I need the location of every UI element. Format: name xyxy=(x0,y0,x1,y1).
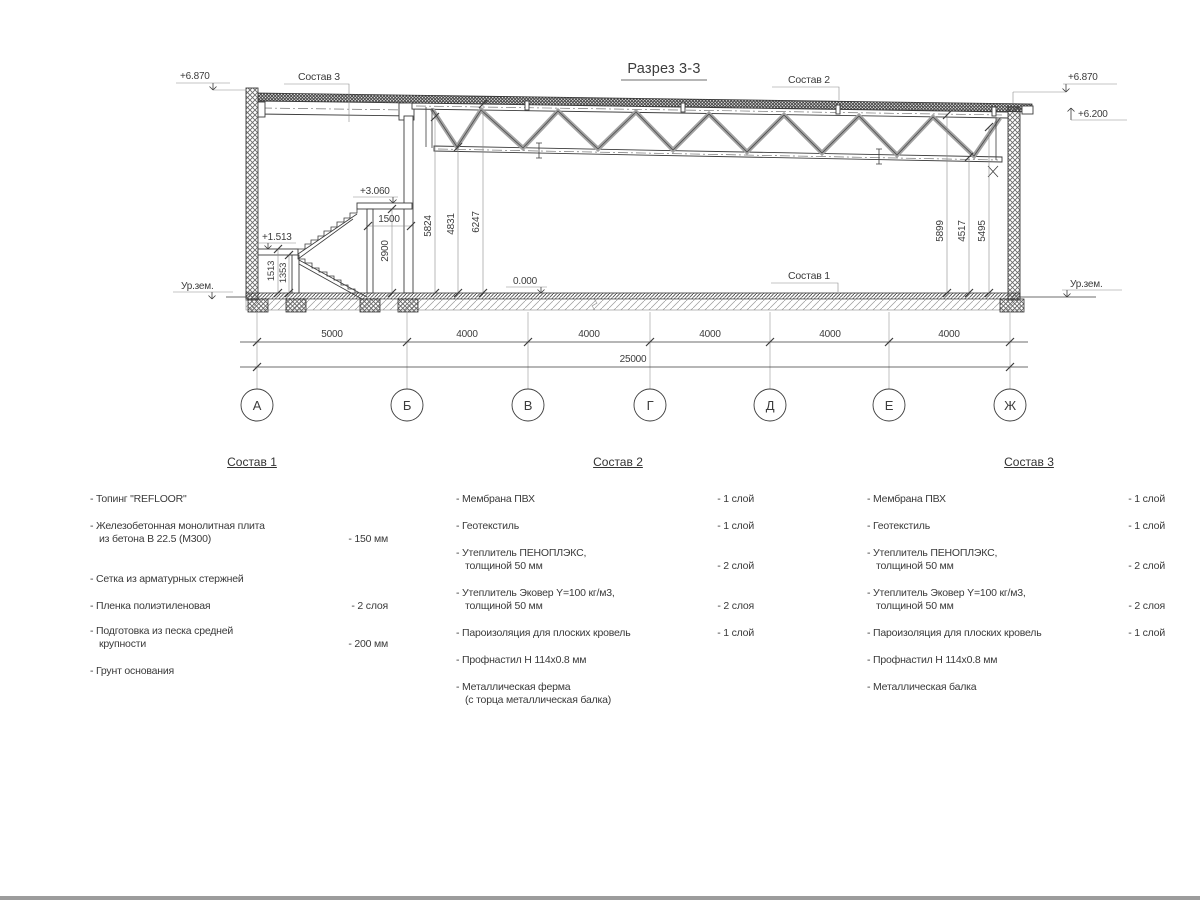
composition-item-value: - 1 слой xyxy=(1128,493,1165,505)
elevation-label: 0.000 xyxy=(513,276,538,287)
composition-item-value: - 1 слой xyxy=(717,493,754,505)
composition-item-text: - Геотекстиль xyxy=(867,520,931,532)
foundation-block xyxy=(398,299,418,312)
composition-item xyxy=(456,627,754,640)
dim-label: 5824 xyxy=(423,215,434,237)
composition-item-value: - 2 слой xyxy=(1128,560,1165,572)
composition-item xyxy=(90,665,388,678)
composition-item-text: - Утеплитель ПЕНОПЛЭКС, толщиной 50 мм xyxy=(456,547,587,572)
dim-label: 2900 xyxy=(380,240,391,262)
dim-label: 4517 xyxy=(957,220,968,242)
dim-label: 5899 xyxy=(935,220,946,242)
composition-item xyxy=(867,681,1165,694)
span-dim: 4000 xyxy=(456,329,478,340)
axis-label: Г xyxy=(646,398,654,413)
drawing-title xyxy=(621,61,707,80)
foundation-block xyxy=(1000,299,1024,312)
composition-item-value: - 2 слоя xyxy=(351,600,388,612)
axis-label: Б xyxy=(402,398,412,413)
composition-item-text: - Железобетонная монолитная плита из бетона В 22.5 (М300) xyxy=(90,520,265,545)
span-dim: 4000 xyxy=(699,329,721,340)
composition-item xyxy=(867,547,1165,573)
building-structure xyxy=(226,88,1096,312)
composition-item xyxy=(867,627,1165,640)
dim-label: 4831 xyxy=(446,213,457,235)
truss-bottom-chord xyxy=(434,146,1002,162)
purlin xyxy=(681,103,685,112)
composition-item-text: - Металлическая ферма (с торца металлическая балка) xyxy=(456,681,612,706)
composition-item xyxy=(456,547,754,573)
axis-grid xyxy=(240,312,1028,421)
elevation-label: +6.200 xyxy=(1078,109,1108,120)
composition-title: Состав 3 xyxy=(1004,455,1054,469)
composition-item-value: - 200 мм xyxy=(348,638,388,650)
landing-support-wall xyxy=(367,209,373,293)
composition-item-value: - 1 слой xyxy=(717,627,754,639)
foundation-block xyxy=(360,299,380,312)
dim-label: 1513 xyxy=(266,260,277,282)
composition-items xyxy=(456,493,754,707)
composition-item-value: - 2 слой xyxy=(717,560,754,572)
composition-item-text: - Пароизоляция для плоских кровель xyxy=(867,627,1042,639)
composition-item-text: - Мембрана ПВХ xyxy=(456,493,535,505)
composition-title: Состав 1 xyxy=(227,455,277,469)
composition-item-text: - Топинг "REFLOOR" xyxy=(90,493,187,505)
composition-item-value: - 1 слой xyxy=(1128,627,1165,639)
elevation-label: Ур.зем. xyxy=(1070,279,1103,290)
composition-item xyxy=(867,654,1165,667)
foundation-block xyxy=(286,299,306,312)
beam-end-plate xyxy=(258,102,265,117)
composition-item xyxy=(867,493,1165,506)
composition-item xyxy=(456,520,754,533)
composition-items xyxy=(90,493,388,678)
composition-3 xyxy=(867,455,1165,708)
composition-item-text: - Утеплитель Эковер Y=100 кг/м3, толщиной 50 мм xyxy=(867,587,1026,612)
axis-label: Д xyxy=(765,398,775,413)
composition-item xyxy=(90,600,388,613)
composition-item-text: - Подготовка из песка средней крупности xyxy=(90,625,234,650)
axis-label: А xyxy=(252,398,262,413)
composition-items xyxy=(867,493,1165,694)
dim-label: 6247 xyxy=(471,211,482,233)
dim-label: 1500 xyxy=(378,214,400,225)
composition-item xyxy=(90,520,388,546)
composition-item-value: - 1 слой xyxy=(1128,520,1165,532)
section-title: Разрез 3-3 xyxy=(627,61,701,77)
stair-upper-flight xyxy=(298,209,357,249)
leader-sostav-3: Состав 3 xyxy=(298,71,340,83)
composition-item xyxy=(90,573,388,586)
composition-item-text: - Профнастил Н 114х0.8 мм xyxy=(867,654,998,666)
composition-item xyxy=(456,493,754,506)
total-dim: 25000 xyxy=(619,354,647,365)
composition-item xyxy=(456,654,754,667)
purlin xyxy=(992,107,996,116)
elevation-label: Ур.зем. xyxy=(181,281,214,292)
elevation-label: +6.870 xyxy=(1068,72,1098,83)
elevation-label: +1.513 xyxy=(262,232,292,243)
composition-1 xyxy=(90,455,388,692)
composition-item-text: - Пленка полиэтиленовая xyxy=(90,600,211,612)
purlin xyxy=(836,105,840,114)
composition-title: Состав 2 xyxy=(593,455,643,469)
composition-item-text: - Грунт основания xyxy=(90,665,174,677)
axis-label: Ж xyxy=(1004,398,1016,413)
purlin xyxy=(525,101,529,110)
composition-item-text: - Мембрана ПВХ xyxy=(867,493,946,505)
composition-item-text: - Сетка из арматурных стержней xyxy=(90,573,244,585)
composition-item xyxy=(456,681,754,707)
leader-sostav-1: Состав 1 xyxy=(788,270,830,282)
elevation-label: +6.870 xyxy=(180,71,210,82)
span-dim: 4000 xyxy=(938,329,960,340)
composition-item xyxy=(456,587,754,613)
composition-item-value: - 2 слоя xyxy=(717,600,754,612)
stair-lower-flight xyxy=(298,255,362,293)
composition-item-text: - Пароизоляция для плоских кровель xyxy=(456,627,631,639)
vertical-dimensions xyxy=(266,100,993,297)
composition-item-text: - Утеплитель Эковер Y=100 кг/м3, толщиной 50 мм xyxy=(456,587,615,612)
span-dim: 5000 xyxy=(321,329,343,340)
axis-label: В xyxy=(523,398,533,413)
elevation-label: +3.060 xyxy=(360,186,390,197)
foundation-block xyxy=(248,299,268,312)
composition-item-text: - Геотекстиль xyxy=(456,520,520,532)
composition-item-text: - Профнастил Н 114х0.8 мм xyxy=(456,654,587,666)
landing-support-wall xyxy=(292,255,299,293)
composition-item xyxy=(867,587,1165,613)
composition-item-value: - 150 мм xyxy=(348,533,388,545)
stair-top-landing xyxy=(357,203,412,209)
bottom-edge-strip xyxy=(0,896,1200,900)
span-dim: 4000 xyxy=(578,329,600,340)
composition-item-text: - Металлическая балка xyxy=(867,681,977,693)
composition-item-text: - Утеплитель ПЕНОПЛЭКС, толщиной 50 мм xyxy=(867,547,998,572)
axis-label: Е xyxy=(884,398,894,413)
dim-label: 5495 xyxy=(977,220,988,242)
composition-item xyxy=(867,520,1165,533)
composition-item xyxy=(90,625,388,651)
composition-item-value: - 2 слоя xyxy=(1128,600,1165,612)
leader-sostav-2: Состав 2 xyxy=(788,74,830,86)
dim-label: 1353 xyxy=(278,262,289,284)
left-wall xyxy=(246,88,258,300)
composition-item-value: - 1 слой xyxy=(717,520,754,532)
right-wall xyxy=(1008,107,1020,300)
composition-item xyxy=(90,493,388,506)
roof-end-cap xyxy=(1022,106,1033,114)
span-dim: 4000 xyxy=(819,329,841,340)
composition-2 xyxy=(456,455,754,721)
